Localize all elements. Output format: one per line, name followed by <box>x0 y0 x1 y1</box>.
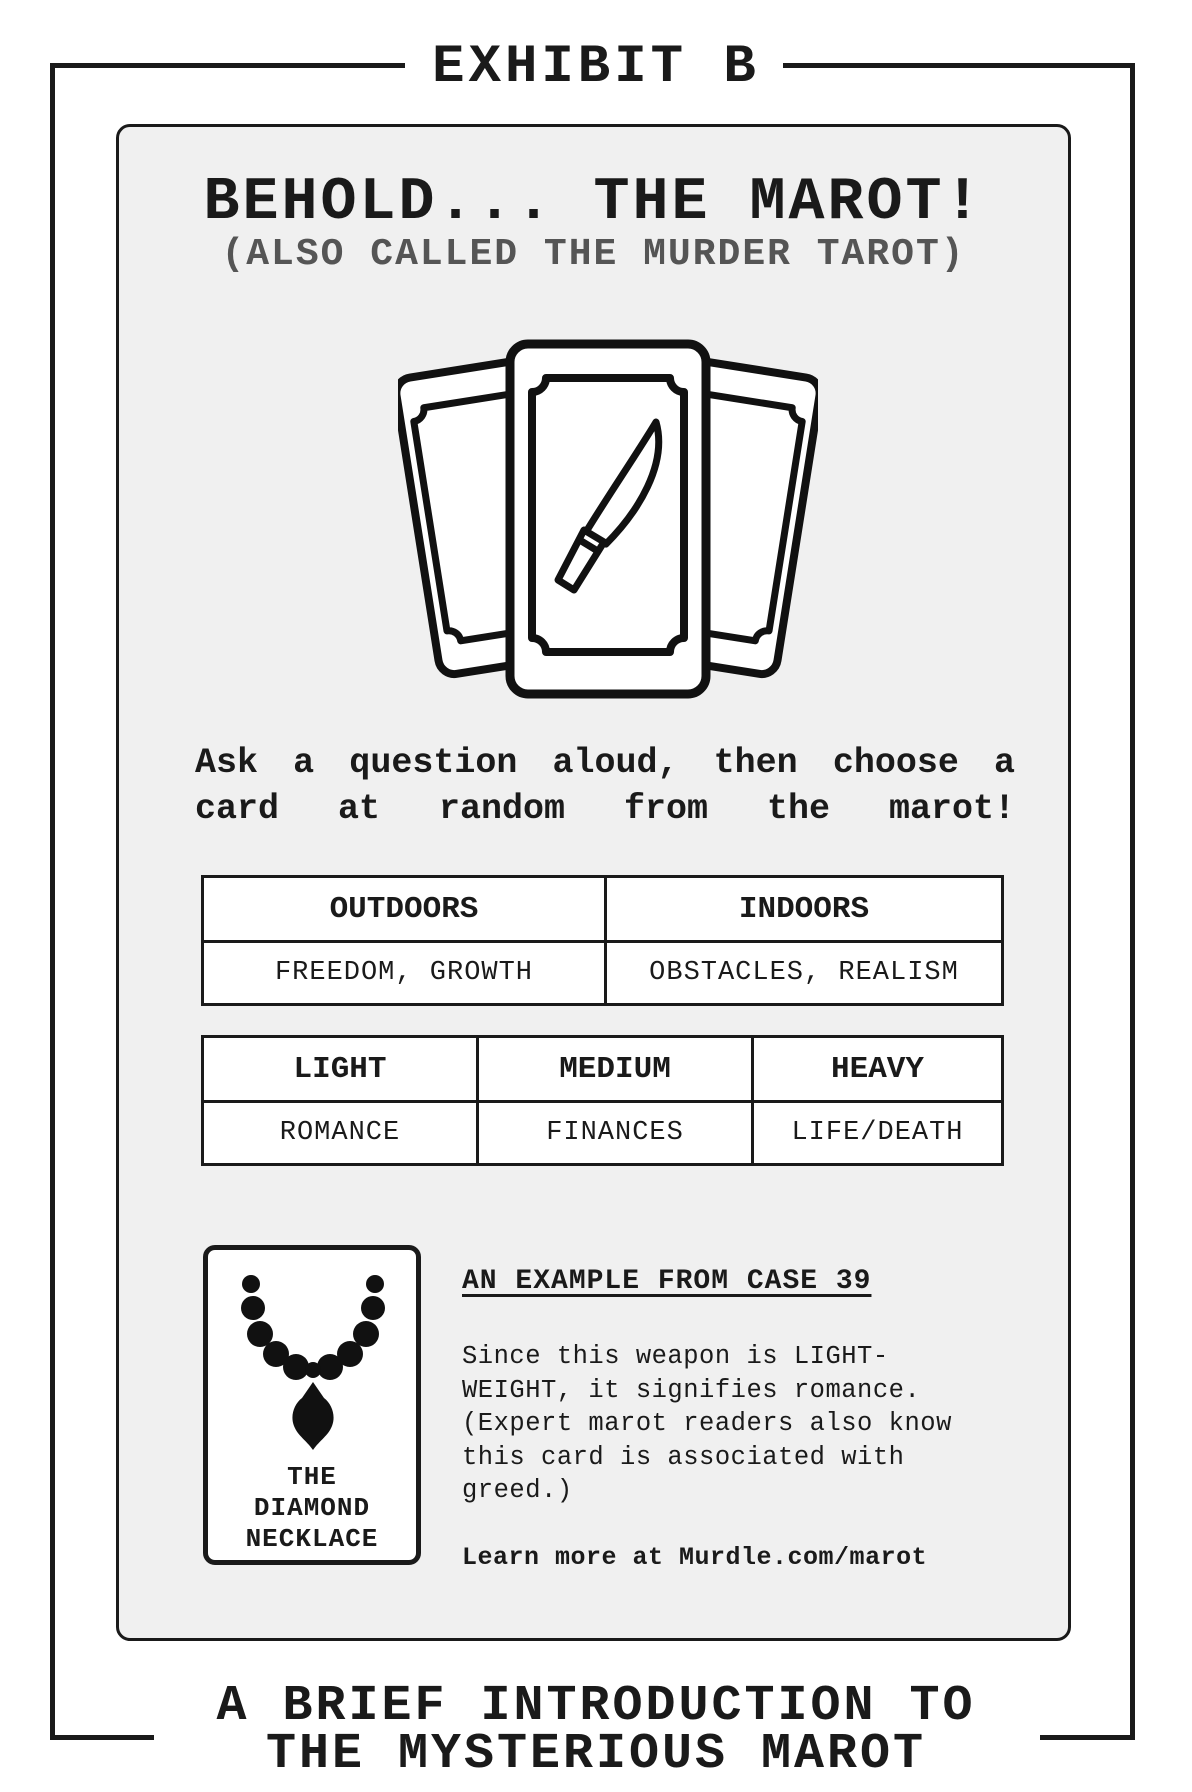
weight-table <box>201 1035 1004 1166</box>
frame-left <box>50 63 55 1740</box>
body-line: (Expert marot readers also know <box>462 1409 952 1438</box>
header-medium: MEDIUM <box>478 1037 753 1102</box>
tarot-cards-knife-icon <box>398 334 818 704</box>
example-body <box>462 1340 1022 1508</box>
location-table <box>201 875 1004 1006</box>
frame-right <box>1130 63 1135 1740</box>
value-light: ROMANCE <box>203 1102 478 1165</box>
body-line: WEIGHT, it signifies romance. <box>462 1375 921 1405</box>
value-heavy: LIFE/DEATH <box>753 1102 1003 1165</box>
header-heavy: HEAVY <box>753 1037 1003 1102</box>
example-card <box>203 1245 421 1565</box>
card-title-line: THE <box>287 1462 337 1492</box>
card-title-line: NECKLACE <box>245 1524 379 1554</box>
value-indoors: OBSTACLES, REALISM <box>606 942 1003 1005</box>
footer-line: A BRIEF INTRODUCTION TO <box>216 1678 976 1735</box>
body-line: greed.) <box>462 1476 573 1505</box>
header-light: LIGHT <box>203 1037 478 1102</box>
footer-title <box>0 1678 1192 1783</box>
learn-more-text: Learn more at Murdle.com/marot <box>462 1543 928 1572</box>
page-subtitle: (ALSO CALLED THE MURDER TAROT) <box>221 233 966 276</box>
body-line: this card is associated with <box>462 1442 905 1472</box>
example-heading: AN EXAMPLE FROM CASE 39 <box>462 1266 872 1297</box>
footer-line: THE MYSTERIOUS MAROT <box>265 1726 927 1783</box>
diamond-necklace-icon <box>228 1274 398 1454</box>
value-outdoors: FREEDOM, GROWTH <box>203 942 606 1005</box>
example-card-title <box>208 1462 416 1555</box>
header-outdoors: OUTDOORS <box>203 877 606 942</box>
exhibit-title: EXHIBIT B <box>0 38 1192 98</box>
body-line: Since this weapon is LIGHT- <box>462 1342 889 1371</box>
header-indoors: INDOORS <box>606 877 1003 942</box>
value-medium: FINANCES <box>478 1102 753 1165</box>
card-title-line: DIAMOND <box>253 1493 371 1523</box>
instruction-text: Ask a question aloud, then choose a card at random from the marot! <box>195 743 1015 829</box>
page-title: BEHOLD... THE MAROT! <box>203 169 984 237</box>
